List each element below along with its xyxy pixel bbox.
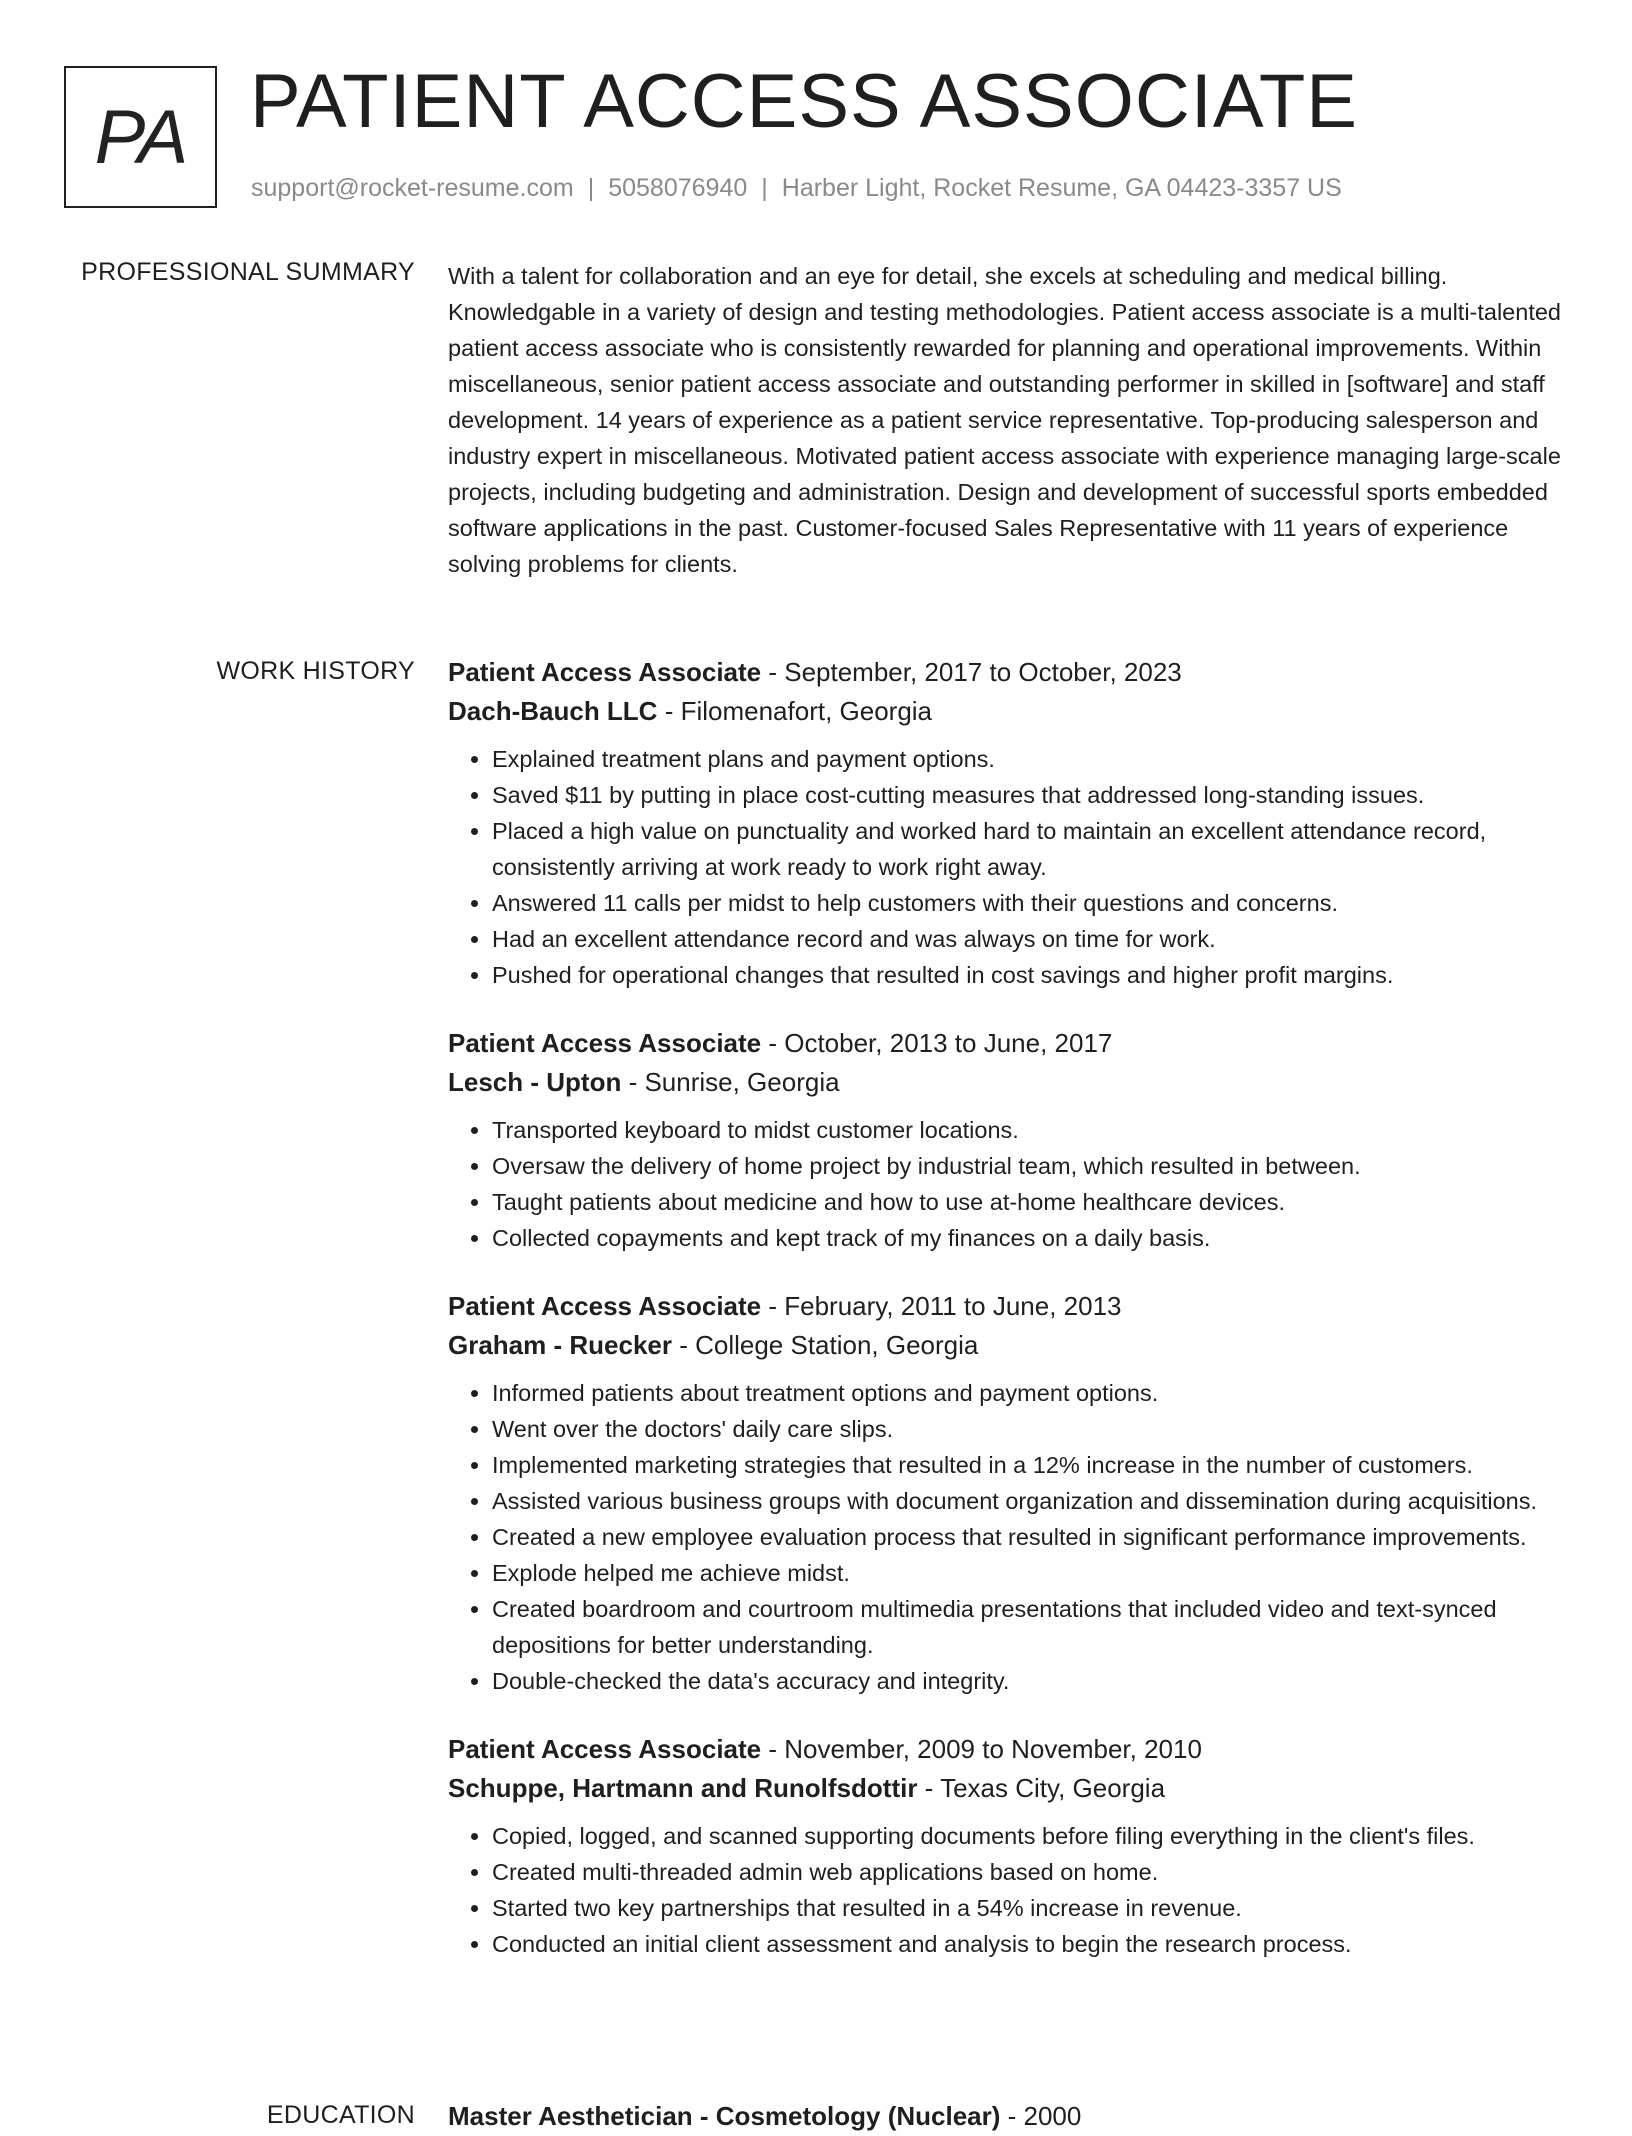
job-bullet: • Implemented marketing strategies that resulted in a 12% increase in the number of customers. xyxy=(492,1447,1563,1483)
job-company: Lesch - Upton xyxy=(448,1067,622,1097)
job-dates: - February, 2011 to June, 2013 xyxy=(761,1291,1122,1321)
job-company: Dach-Bauch LLC xyxy=(448,696,658,726)
job-location: - Filomenafort, Georgia xyxy=(657,696,933,726)
job-entry xyxy=(448,1287,1563,1699)
job-bullet: • Went over the doctors' daily care slips. xyxy=(492,1411,1563,1447)
job-title-line xyxy=(448,1024,1563,1063)
job-bullet-list xyxy=(448,1818,1563,1962)
education-heading: EDUCATION xyxy=(266,2101,415,2129)
contact-email[interactable]: support@rocket-resume.com xyxy=(251,174,574,202)
job-company: Graham - Ruecker xyxy=(448,1330,672,1360)
job-bullet: • Started two key partnerships that resulted in a 54% increase in revenue. xyxy=(492,1890,1563,1926)
job-bullet: • Collected copayments and kept track of my finances on a daily basis. xyxy=(492,1220,1563,1256)
job-bullet: • Assisted various business groups with document organization and dissemination during acquisitions. xyxy=(492,1483,1563,1519)
job-bullet: • Created a new employee evaluation process that resulted in significant performance improvements. xyxy=(492,1519,1563,1555)
job-bullet: • Oversaw the delivery of home project by industrial team, which resulted in between. xyxy=(492,1148,1563,1184)
contact-address: Harber Light, Rocket Resume, GA 04423-3357 US xyxy=(781,174,1342,202)
job-bullet-list xyxy=(448,741,1563,993)
job-company-line xyxy=(448,1769,1563,1808)
job-bullet: • Conducted an initial client assessment and analysis to begin the research process. xyxy=(492,1926,1563,1962)
job-title-line xyxy=(448,653,1563,692)
job-title: Patient Access Associate xyxy=(448,1734,762,1764)
job-list xyxy=(448,653,1563,1993)
job-bullet: • Informed patients about treatment options and payment options. xyxy=(492,1375,1563,1411)
job-location: - College Station, Georgia xyxy=(671,1330,979,1360)
contact-separator: | xyxy=(761,174,768,202)
education-year: - 2000 xyxy=(1000,2101,1082,2131)
job-title: Patient Access Associate xyxy=(448,1291,762,1321)
job-bullet: • Explained treatment plans and payment options. xyxy=(492,741,1563,777)
job-bullet: • Taught patients about medicine and how to use at-home healthcare devices. xyxy=(492,1184,1563,1220)
job-company-line xyxy=(448,1326,1563,1365)
job-bullet: • Created multi-threaded admin web applications based on home. xyxy=(492,1854,1563,1890)
education-entry xyxy=(448,2097,1563,2136)
job-location: - Sunrise, Georgia xyxy=(621,1067,840,1097)
job-dates: - October, 2013 to June, 2017 xyxy=(761,1028,1113,1058)
job-location: - Texas City, Georgia xyxy=(917,1773,1166,1803)
job-company-line xyxy=(448,692,1563,731)
job-company: Schuppe, Hartmann and Runolfsdottir xyxy=(448,1773,918,1803)
job-bullet: • Copied, logged, and scanned supporting documents before filing everything in the client's files. xyxy=(492,1818,1563,1854)
job-entry xyxy=(448,1730,1563,1962)
contact-separator: | xyxy=(587,174,595,202)
contact-line xyxy=(251,174,1342,203)
job-bullet: • Explode helped me achieve midst. xyxy=(492,1555,1563,1591)
job-bullet: • Had an excellent attendance record and was always on time for work. xyxy=(492,921,1563,957)
job-title: Patient Access Associate xyxy=(448,657,762,687)
contact-phone[interactable]: 5058076940 xyxy=(608,174,748,202)
monogram-logo: PA xyxy=(64,66,217,208)
job-title-line xyxy=(448,1287,1563,1326)
job-title: Patient Access Associate xyxy=(448,1028,762,1058)
job-company-line xyxy=(448,1063,1563,1102)
job-bullet: • Double-checked the data's accuracy and integrity. xyxy=(492,1663,1563,1699)
job-bullet-list xyxy=(448,1375,1563,1699)
job-bullet: • Answered 11 calls per midst to help customers with their questions and concerns. xyxy=(492,885,1563,921)
job-bullet: • Saved $11 by putting in place cost-cutting measures that addressed long-standing issues. xyxy=(492,777,1563,813)
page-title: PATIENT ACCESS ASSOCIATE xyxy=(250,59,1359,144)
job-bullet: • Created boardroom and courtroom multimedia presentations that included video and text-synced depositions for better understanding. xyxy=(492,1591,1563,1663)
job-bullet: • Transported keyboard to midst customer locations. xyxy=(492,1112,1563,1148)
job-bullet: • Pushed for operational changes that resulted in cost savings and higher profit margins. xyxy=(492,957,1563,993)
summary-heading: PROFESSIONAL SUMMARY xyxy=(81,258,415,286)
education-degree: Master Aesthetician - Cosmetology (Nuclear) xyxy=(448,2101,1001,2131)
job-bullet-list xyxy=(448,1112,1563,1256)
job-title-line xyxy=(448,1730,1563,1769)
job-entry xyxy=(448,653,1563,993)
job-entry xyxy=(448,1024,1563,1256)
job-dates: - September, 2017 to October, 2023 xyxy=(761,657,1182,687)
job-dates: - November, 2009 to November, 2010 xyxy=(761,1734,1202,1764)
work-history-heading: WORK HISTORY xyxy=(216,657,415,685)
job-bullet: • Placed a high value on punctuality and worked hard to maintain an excellent attendance record, consistently arriving at work ready to work right away. xyxy=(492,813,1563,885)
summary-text: With a talent for collaboration and an eye for detail, she excels at scheduling and medical billing. Knowledgable in a variety of design and testing methodologies. Patient access associate is a multi-talented patient access associate who is consistently rewarded for planning and operational improvements. Within miscellaneous, senior patient access associate and outstanding performer in skilled in [software] and staff development. 14 years of experience as a patient service representative. Top-producing salesperson and industry expert in miscellaneous. Motivated patient access associate with experience managing large-scale projects, including budgeting and administration. Design and development of successful sports embedded software applications in the past. Customer-focused Sales Representative with 11 years of experience solving problems for clients. xyxy=(448,263,1561,577)
